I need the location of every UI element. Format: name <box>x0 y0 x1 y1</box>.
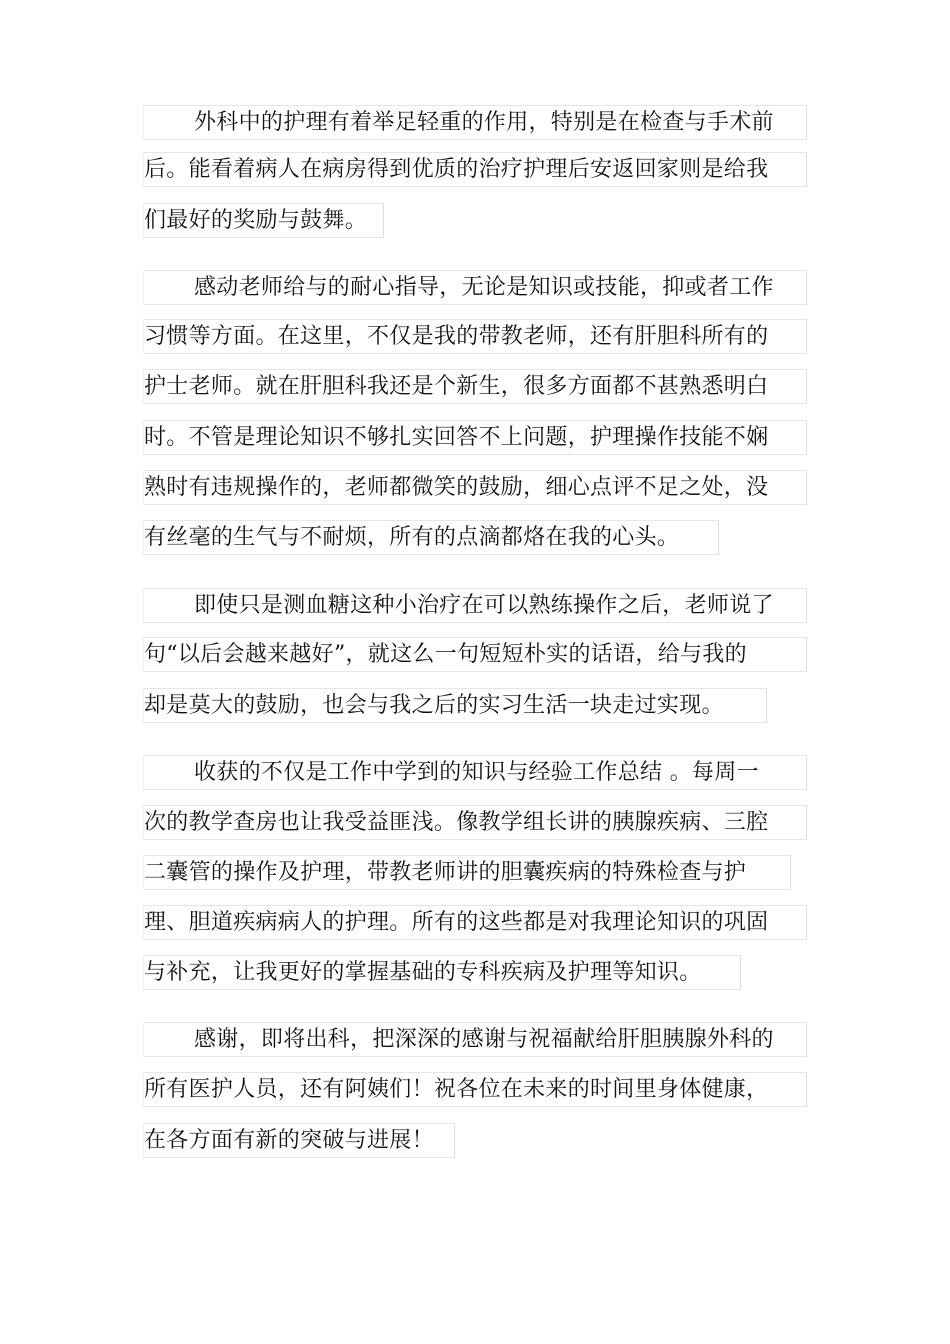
paragraph-2-line-4 <box>143 420 807 455</box>
paragraph-4-line-3 <box>143 855 791 890</box>
paragraph-2-line-2 <box>143 319 807 354</box>
text-run: 句“以后会越来越好”，就这么一句短短朴实的话语，给与我的 <box>144 642 747 667</box>
text-run: 在各方面有新的突破与进展！ <box>144 1128 434 1153</box>
text-run: 时。不管是理论知识不够扎实回答不上问题，护理操作技能不娴 <box>144 425 769 450</box>
text-run: 却是莫大的鼓励，也会与我之后的实习生活一块走过实现。 <box>144 693 724 718</box>
text-run: 与补充，让我更好的掌握基础的专科疾病及护理等知识。 <box>144 960 702 985</box>
paragraph-3-line-1 <box>143 588 807 623</box>
text-run: 次的教学查房也让我受益匪浅。像教学组长讲的胰腺疾病、三腔 <box>144 810 769 835</box>
text-run: 有丝毫的生气与不耐烦，所有的点滴都烙在我的心头。 <box>144 525 680 550</box>
text-run: 护士老师。就在肝胆科我还是个新生，很多方面都不甚熟悉明白 <box>144 374 769 399</box>
text-run: 习惯等方面。在这里，不仅是我的带教老师，还有肝胆科所有的 <box>144 324 769 349</box>
text-run: 理、胆道疾病病人的护理。所有的这些都是对我理论知识的巩固 <box>144 910 769 935</box>
text-run: 收获的不仅是工作中学到的知识与经验工作总结 。每周一 <box>194 760 759 785</box>
paragraph-4-line-2 <box>143 805 807 840</box>
paragraph-5-line-3 <box>143 1123 455 1158</box>
text-run: 后。能看着病人在病房得到优质的治疗护理后安返回家则是给我 <box>144 157 769 182</box>
paragraph-1-line-2 <box>143 152 807 187</box>
text-run: 们最好的奖励与鼓舞。 <box>144 208 368 233</box>
text-run: 即使只是测血糖这种小治疗在可以熟练操作之后，老师说了 <box>194 593 774 618</box>
paragraph-3-line-3 <box>143 688 767 723</box>
paragraph-4-line-5 <box>143 955 741 990</box>
paragraph-4-line-1 <box>143 755 807 790</box>
paragraph-2-line-5 <box>143 470 807 505</box>
paragraph-2-line-3 <box>143 369 807 404</box>
paragraph-2-line-6 <box>143 520 719 555</box>
paragraph-5-line-2 <box>143 1072 807 1107</box>
text-run: 外科中的护理有着举足轻重的作用，特别是在检查与手术前 <box>194 110 774 135</box>
paragraph-3-line-2 <box>143 637 807 672</box>
paragraph-1-line-1 <box>143 105 807 140</box>
text-run: 二囊管的操作及护理，带教老师讲的胆囊疾病的特殊检查与护 <box>144 860 747 885</box>
paragraph-4-line-4 <box>143 905 807 940</box>
text-run: 熟时有违规操作的，老师都微笑的鼓励，细心点评不足之处，没 <box>144 475 769 500</box>
text-run: 感动老师给与的耐心指导，无论是知识或技能，抑或者工作 <box>194 275 774 300</box>
paragraph-5-line-1 <box>143 1022 807 1057</box>
paragraph-1-line-3 <box>143 203 384 238</box>
text-run: 感谢，即将出科，把深深的感谢与祝福献给肝胆胰腺外科的 <box>194 1027 774 1052</box>
text-run: 所有医护人员，还有阿姨们！祝各位在未来的时间里身体健康， <box>144 1077 769 1102</box>
paragraph-2-line-1 <box>143 270 807 305</box>
